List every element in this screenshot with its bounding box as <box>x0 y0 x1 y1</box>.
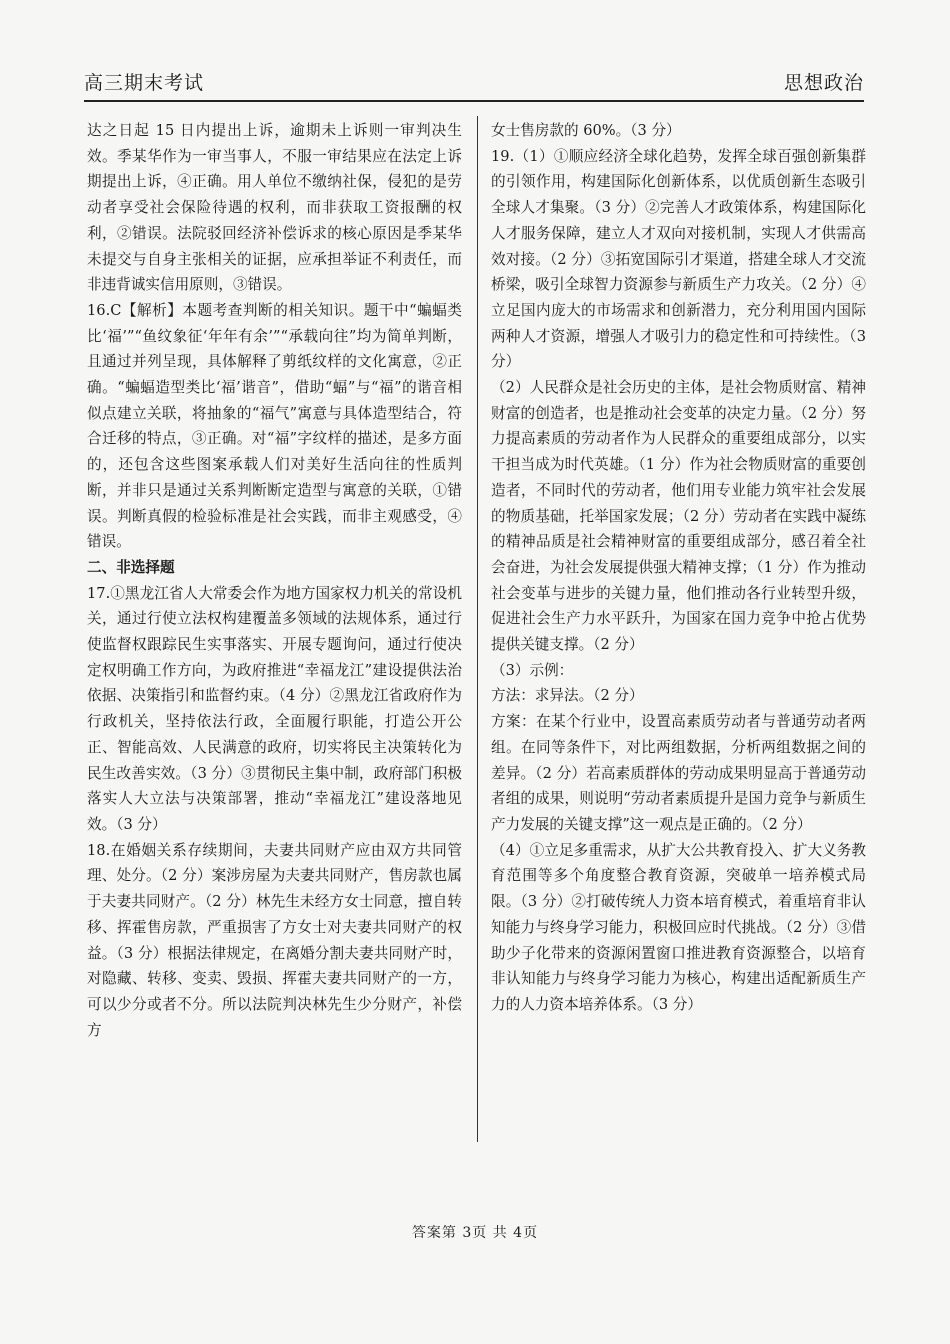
section-heading: 二、非选择题 <box>87 558 175 576</box>
paragraph-19-1: 19.（1）①顺应经济全球化趋势，发挥全球百强创新集群的引领作用，构建国际化创新体系，以优质创新生态吸引全球人才集聚。（3 分）②完善人才政策体系，构建国际化人才服务保障，建立人才双向对接机制，实现人才供需高效对接。（2 分）③拓宽国际引才渠道，搭建全球人才交流桥梁，吸引全球智力资源参与新质生产力攻关。（2 分）④立足国内庞大的市场需求和创新潜力，充分利用国内国际两种人才资源，增强人才吸引力的稳定性和可持续性。（3 分） <box>491 147 866 371</box>
paragraph-15-cont: 达之日起 15 日内提出上诉，逾期未上诉则一审判决生效。季某华作为一审当事人，不服一审结果应在法定上诉期提出上诉，④正确。用人单位不缴纳社保，侵犯的是劳动者享受社会保险待遇的权利，而非获取工资报酬的权利，②错误。法院驳回经济补偿诉求的核心原因是季某华未提交与自身主张相关的证据，应承担举证不利责任，而非违背诚实信用原则，③错误。 <box>87 122 462 294</box>
paragraph-19-4: （4）①立足多重需求，从扩大公共教育投入、扩大义务教育范围等多个角度整合教育资源，突破单一培养模式局限。（3 分）②打破传统人力资本培育模式，着重培育非认知能力与终身学习能力，积极回应时代挑战。（2 分）③借助少子化带来的资源闲置窗口推进教育资源整合，以培育非认知能力与终身学习能力为核心，构建出适配新质生产力的人力资本培养体系。（3 分） <box>491 841 866 1013</box>
paragraph-17: 17.①黑龙江省人大常委会作为地方国家权力机关的常设机关，通过行使立法权构建覆盖多领域的法规体系，通过行使监督权跟踪民生实事落实、开展专题询问，通过行使决定权明确工作方向，为政府推进“幸福龙江”建设提供法治依据、决策指引和监督约束。（4 分）②黑龙江省政府作为行政机关，坚持依法行政，全面履行职能，打造公开公正、智能高效、人民满意的政府，切实将民主决策转化为民生改善实效。（3 分）③贯彻民主集中制，政府部门积极落实人大立法与决策部署，推动“幸福龙江”建设落地见效。（3 分） <box>87 584 462 833</box>
left-column <box>87 118 462 1043</box>
page-header <box>84 66 864 102</box>
exam-title: 高三期末考试 <box>84 72 205 94</box>
page-footer: 答案第 3页 共 4页 <box>411 1225 539 1241</box>
paragraph-19-3-method: 方法：求异法。（2 分） <box>491 687 644 705</box>
paragraph-18: 18.在婚姻关系存续期间，夫妻共同财产应由双方共同管理、处分。（2 分）案涉房屋为夫妻共同财产，售房款也属于夫妻共同财产。（2 分）林先生未经方女士同意，擅自转移、挥霍售房款，严重损害了方女士对夫妻共同财产的权益。（3 分）根据法律规定，在离婚分割夫妻共同财产时，对隐藏、转移、变卖、毁损、挥霍夫妻共同财产的一方，可以少分或者不分。所以法院判决林先生少分财产，补偿方 <box>87 841 462 1039</box>
paragraph-19-2: （2）人民群众是社会历史的主体，是社会物质财富、精神财富的创造者，也是推动社会变革的决定力量。（2 分）努力提高素质的劳动者作为人民群众的重要组成部分，以实干担当成为时代英雄。（1 分）作为社会物质财富的重要创造者，不同时代的劳动者，他们用专业能力筑牢社会发展的物质基础，托举国家发展；（2 分）劳动者在实践中凝练的精神品质是社会精神财富的重要组成部分，感召着全社会奋进，为社会发展提供强大精神支撑；（1 分）作为推动社会变革与进步的关键力量，他们推动各行业转型升级，促进社会生产力水平跃升，为国家在国力竞争中抢占优势提供关键支撑。（2 分） <box>491 379 866 654</box>
paragraph-19-3-label: （3）示例： <box>491 661 574 679</box>
right-column <box>491 118 866 1018</box>
subject-title: 思想政治 <box>783 72 864 94</box>
paragraph-16: 16.C【解析】本题考查判断的相关知识。题干中“蝙蝠类比‘福’”“鱼纹象征‘年年有余’”“承载向往”均为简单判断，且通过并列呈现，具体解释了剪纸纹样的文化寓意，②正确。“蝙蝠造型类比‘福’谐音”，借助“蝠”与“福”的谐音相似点建立关联，将抽象的“福气”寓意与具体造型结合，符合迁移的特点，③正确。对“福”字纹样的描述，是多方面的，还包含这些图案承载人们对美好生活向往的性质判断，并非只是通过关系判断断定造型与寓意的关联，①错误。判断真假的检验标准是社会实践，而非主观感受，④错误。 <box>87 301 462 551</box>
paragraph-19-3-plan: 方案：在某个行业中，设置高素质劳动者与普通劳动者两组。在同等条件下，对比两组数据，分析两组数据之间的差异。（2 分）若高素质群体的劳动成果明显高于普通劳动者组的成果，则说明“劳动者素质提升是国力竞争与新质生产力发展的关键支撑”这一观点是正确的。（2 分） <box>491 713 866 833</box>
paragraph-18-cont: 女士售房款的 60%。（3 分） <box>491 122 681 139</box>
column-divider <box>477 116 478 1142</box>
